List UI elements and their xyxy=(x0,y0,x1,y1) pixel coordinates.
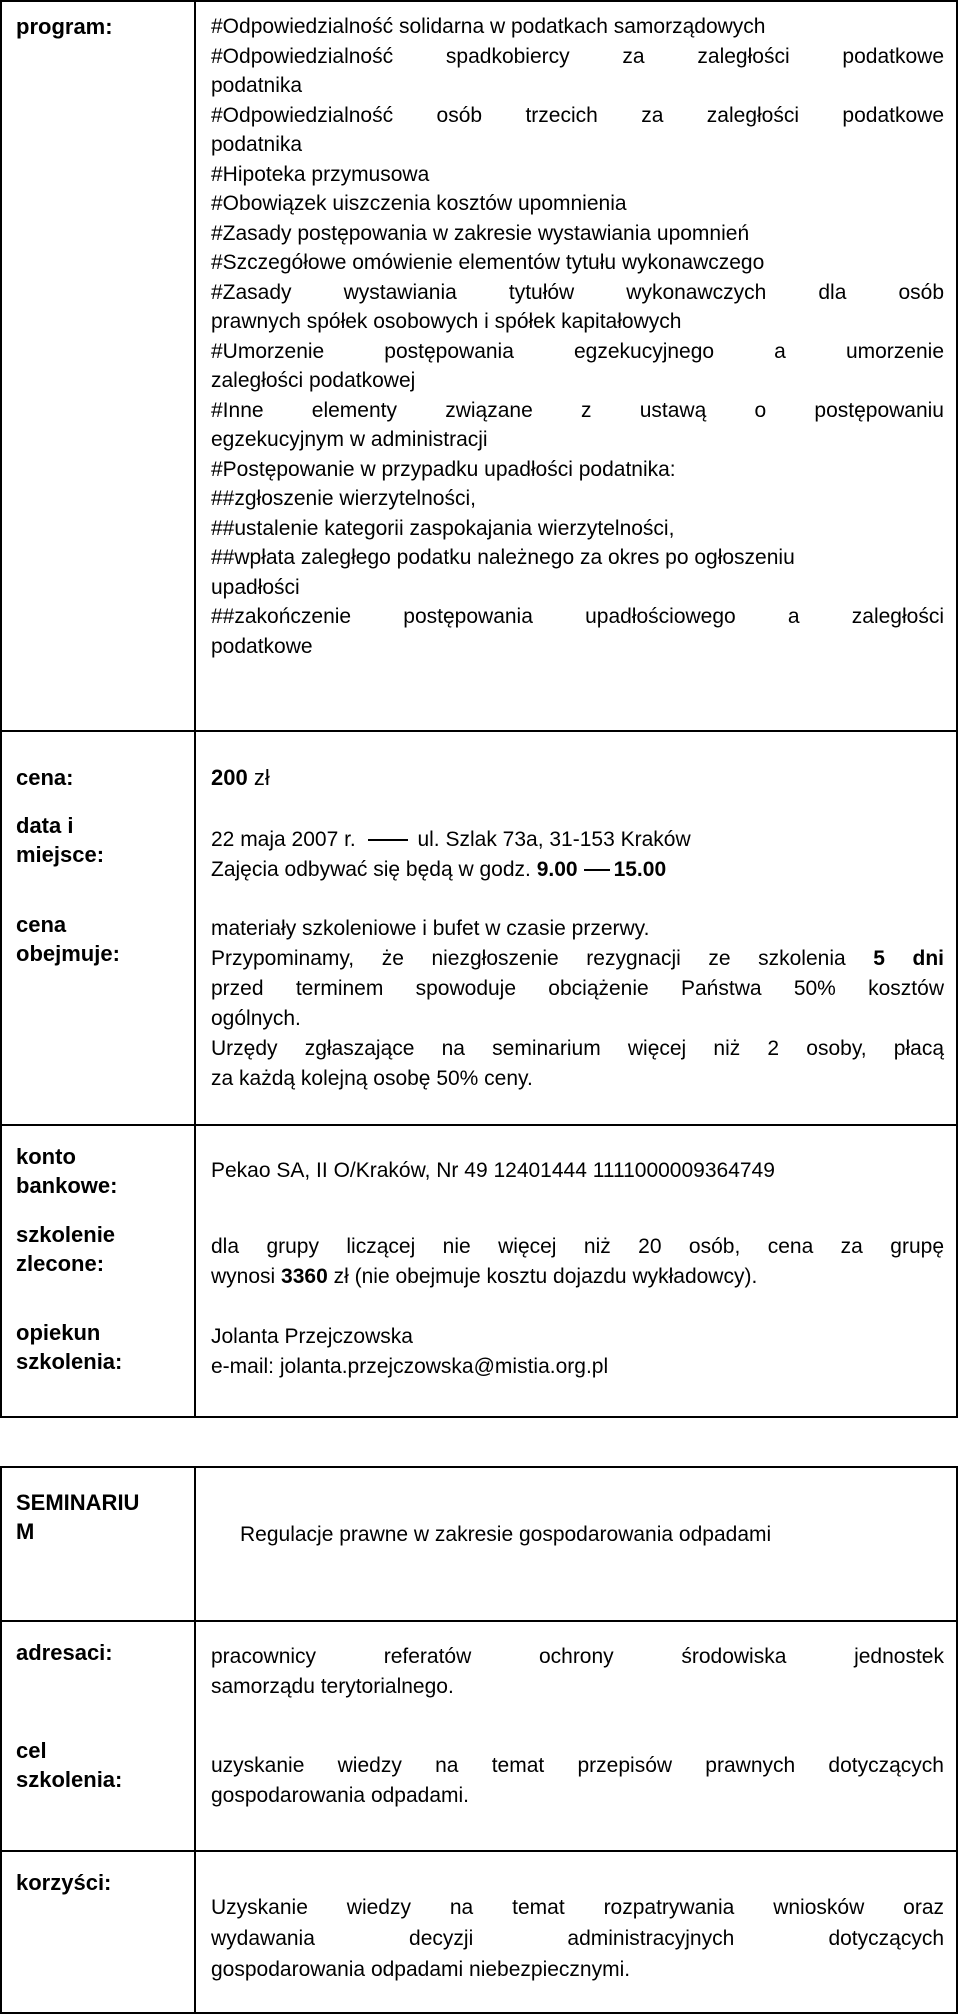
adresaci-value: pracownicy referatów ochrony środowiska jednostek samorządu terytorialnego. xyxy=(211,1645,944,1698)
program-item: podatnika xyxy=(211,133,303,156)
program-item: egzekucyjnym w administracji xyxy=(211,428,488,451)
program-item: upadłości xyxy=(211,575,300,599)
cena-currency: zł xyxy=(253,765,270,790)
program-item: ##ustalenie kategorii zaspokajania wierzytelności, xyxy=(211,516,675,540)
row-divider xyxy=(2,1124,956,1126)
program-item: #Odpowiedzialność spadkobiercy za zaległości podatkowe xyxy=(211,44,944,68)
seminar-date: 22 maja 2007 r. xyxy=(211,828,356,851)
program-label: program: xyxy=(16,14,113,39)
program-item: ##zgłoszenie wierzytelności, xyxy=(211,487,476,510)
program-item: #Postępowanie w przypadku upadłości podatnika: xyxy=(211,457,676,481)
cena-obejmuje-value: materiały szkoleniowe i bufet w czasie przerwy. Przypominamy, że niezgłoszenie rezygnacji ze szkolenia 5 dni przed terminem spowoduje obciążenie Państwa 50% kosztów ogólnych. Urzędy zgłaszające na seminarium więcej niż 2 osoby, płacą za każdą kolejną osobę 50% ceny. xyxy=(211,917,945,1090)
dash-mark xyxy=(368,839,408,841)
cena-label: cena: xyxy=(16,765,74,790)
seminarium-title: Regulacje prawne w zakresie gospodarowania odpadami xyxy=(240,1523,772,1546)
program-item: prawnych spółek osobowych i spółek kapitałowych xyxy=(211,310,682,333)
column-divider xyxy=(194,1468,196,2012)
row-divider xyxy=(2,1850,956,1852)
hours-end: 15.00 xyxy=(613,857,667,881)
program-item: #Obowiązek uiszczenia kosztów upomnienia xyxy=(211,192,627,215)
program-item: zaległości podatkowej xyxy=(211,369,416,392)
korzysci-label: korzyści: xyxy=(16,1870,112,1895)
opiekun-label: opiekun szkolenia: xyxy=(16,1320,123,1374)
data-miejsce-value xyxy=(211,825,944,884)
program-item: #Szczegółowe omówienie elementów tytułu wykonawczego xyxy=(211,251,765,274)
seminar-address: ul. Szlak 73a, 31-153 Kraków xyxy=(417,828,691,851)
opiekun-email: e-mail: jolanta.przejczowska@mistia.org.pl xyxy=(211,1354,609,1378)
program-item: #Odpowiedzialność solidarna w podatkach samorządowych xyxy=(211,15,766,38)
cena-obejmuje-label: cena obejmuje: xyxy=(16,912,120,966)
cel-label: cel szkolenia: xyxy=(16,1738,123,1792)
program-item: #Zasady postępowania w zakresie wystawiania upomnień xyxy=(211,221,750,245)
column-divider xyxy=(194,732,196,1416)
program-item: #Zasady wystawiania tytułów wykonawczych dla osób xyxy=(211,280,944,304)
program-item: #Inne elementy związane z ustawą o postępowaniu xyxy=(211,398,944,422)
cena-value xyxy=(211,763,944,793)
row-divider xyxy=(2,1620,956,1622)
hours-start: 9.00 xyxy=(536,857,578,881)
szkolenie-zlecone-value: dla grupy liczącej nie więcej niż 20 osób, cena za grupę wynosi 3360 zł (nie obejmuje kosztu dojazdu wykładowcy). xyxy=(211,1235,944,1288)
column-divider xyxy=(194,2,196,730)
program-item: #Umorzenie postępowania egzekucyjnego a umorzenie xyxy=(211,339,944,363)
date-address-line xyxy=(211,825,944,855)
seminar-table xyxy=(0,1466,958,2014)
data-miejsce-label: data i miejsce: xyxy=(16,813,105,867)
szkolenie-zlecone-label: szkolenie zlecone: xyxy=(16,1222,116,1276)
konto-value: Pekao SA, II O/Kraków, Nr 49 12401444 1111000009364749 xyxy=(211,1159,775,1182)
program-item: #Hipoteka przymusowa xyxy=(211,162,430,186)
cel-value: uzyskanie wiedzy na temat przepisów prawnych dotyczących gospodarowania odpadami. xyxy=(211,1754,944,1807)
opiekun-value xyxy=(211,1322,944,1381)
adresaci-label: adresaci: xyxy=(16,1640,113,1665)
program-item: ##wpłata zaległego podatku należnego za okres po ogłoszeniu xyxy=(211,546,795,569)
details-table xyxy=(0,730,958,1418)
program-item: podatkowe xyxy=(211,634,313,658)
program-list xyxy=(211,12,944,661)
dash-mark xyxy=(584,869,610,871)
konto-label: konto bankowe: xyxy=(16,1144,118,1198)
program-item: ##zakończenie postępowania upadłościowego a zaległości xyxy=(211,605,944,628)
program-table xyxy=(0,0,958,732)
cena-amount: 200 xyxy=(211,765,248,790)
program-item: #Odpowiedzialność osób trzecich za zaległości podatkowe xyxy=(211,103,944,127)
opiekun-name: Jolanta Przejczowska xyxy=(211,1325,413,1348)
korzysci-value: Uzyskanie wiedzy na temat rozpatrywania wniosków oraz wydawania decyzji administracyjnych dotyczących gospodarowania odpadami niebezpiecznymi. xyxy=(211,1896,944,1981)
seminarium-label: SEMINARIU M xyxy=(16,1490,140,1544)
program-item: podatnika xyxy=(211,74,303,97)
hours-line: Zajęcia odbywać się będą w godz. 9.00 15.00 xyxy=(211,857,667,881)
